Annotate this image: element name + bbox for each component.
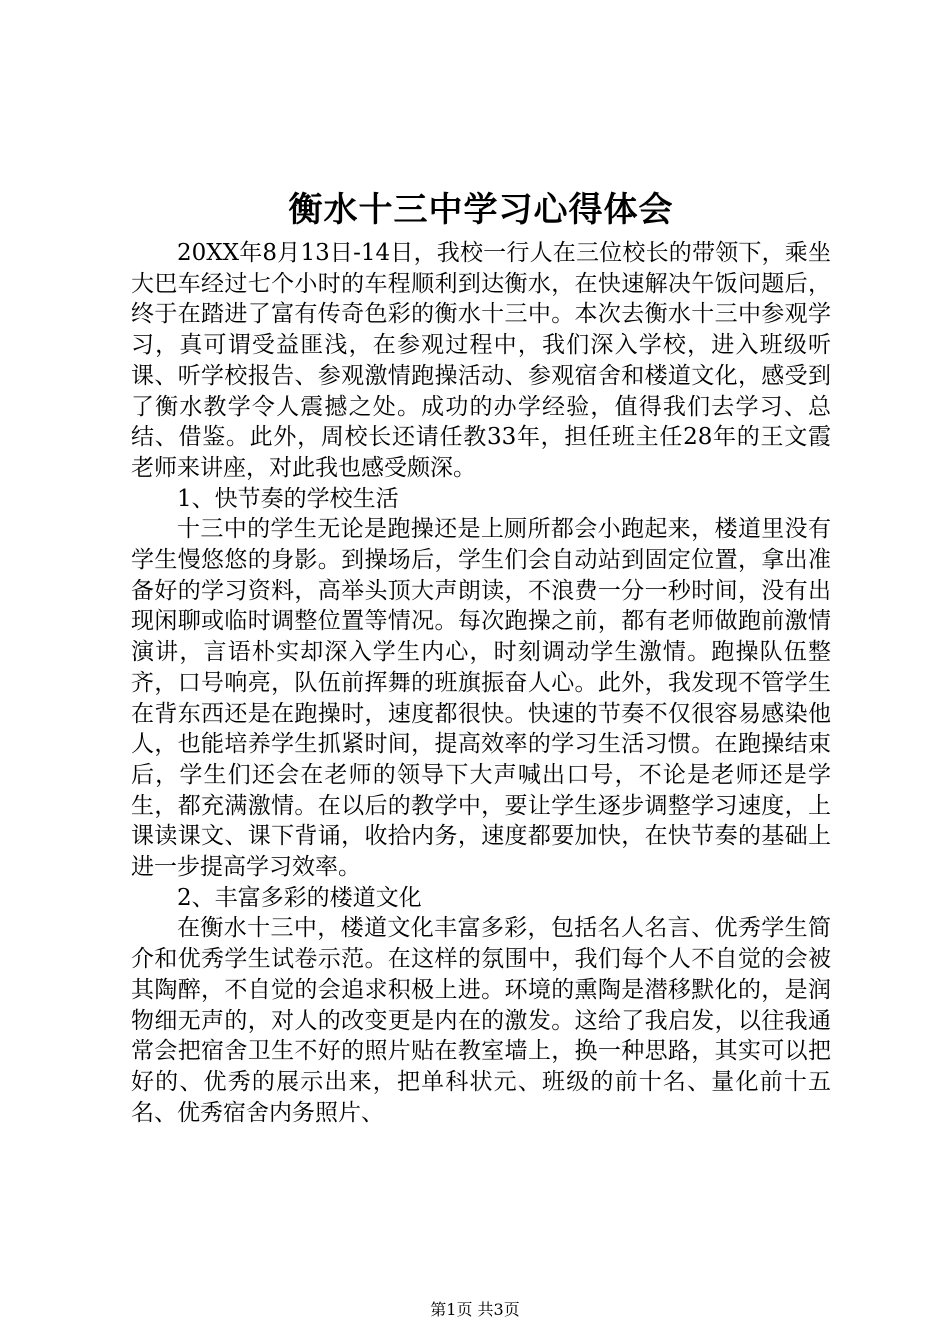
intro-paragraph: 20XX年8月13日-14日，我校一行人在三位校长的带领下，乘坐大巴车经过七个小时的车程顺利到达衡水，在快速解决午饭问题后，终于在踏进了富有传奇色彩的衡水十三中。本次去衡水十三中参观学习，真可谓受益匪浅，在参观过程中，我们深入学校，进入班级听课、听学校报告、参观激情跑操活动、参观宿舍和楼道文化，感受到了衡水教学令人震撼之处。成功的办学经验，值得我们去学习、总结、借鉴。此外，周校长还请任教33年，担任班主任28年的王文霞老师来讲座，对此我也感受颇深。 (131, 240, 831, 481)
section-heading-1: 1、快节奏的学校生活 (177, 485, 399, 512)
document-title: 衡水十三中学习心得体会 (288, 190, 674, 230)
section-heading-2: 2、丰富多彩的楼道文化 (177, 884, 422, 911)
section-paragraph-2: 在衡水十三中，楼道文化丰富多彩，包括名人名言、优秀学生简介和优秀学生试卷示范。在这样的氛围中，我们每个人不自觉的会被其陶醉，不自觉的会追求积极上进。环境的熏陶是潜移默化的，是润物细无声的，对人的改变更是内在的激发。这给了我启发，以往我通常会把宿舍卫生不好的照片贴在教室墙上，换一种思路，其实可以把好的、优秀的展示出来，把单科状元、班级的前十名、量化前十五名、优秀宿舍内务照片、 (131, 915, 831, 1126)
page-footer: 第1页 共3页 (430, 1300, 520, 1319)
document-page (131, 182, 831, 1128)
section-paragraph-1: 十三中的学生无论是跑操还是上厕所都会小跑起来，楼道里没有学生慢悠悠的身影。到操场后，学生们会自动站到固定位置，拿出准备好的学习资料，高举头顶大声朗读，不浪费一分一秒时间，没有出现闲聊或临时调整位置等情况。每次跑操之前，都有老师做跑前激情演讲，言语朴实却深入学生内心，时刻调动学生激情。跑操队伍整齐，口号响亮，队伍前挥舞的班旗振奋人心。此外，我发现不管学生在背东西还是在跑操时，速度都很快。快速的节奏不仅很容易感染他人，也能培养学生抓紧时间，提高效率的学习生活习惯。在跑操结束后，学生们还会在老师的领导下大声喊出口号，不论是老师还是学生，都充满激情。在以后的教学中，要让学生逐步调整学习速度，上课读课文、课下背诵，收拾内务，速度都要加快，在快节奏的基础上进一步提高学习效率。 (131, 516, 831, 881)
